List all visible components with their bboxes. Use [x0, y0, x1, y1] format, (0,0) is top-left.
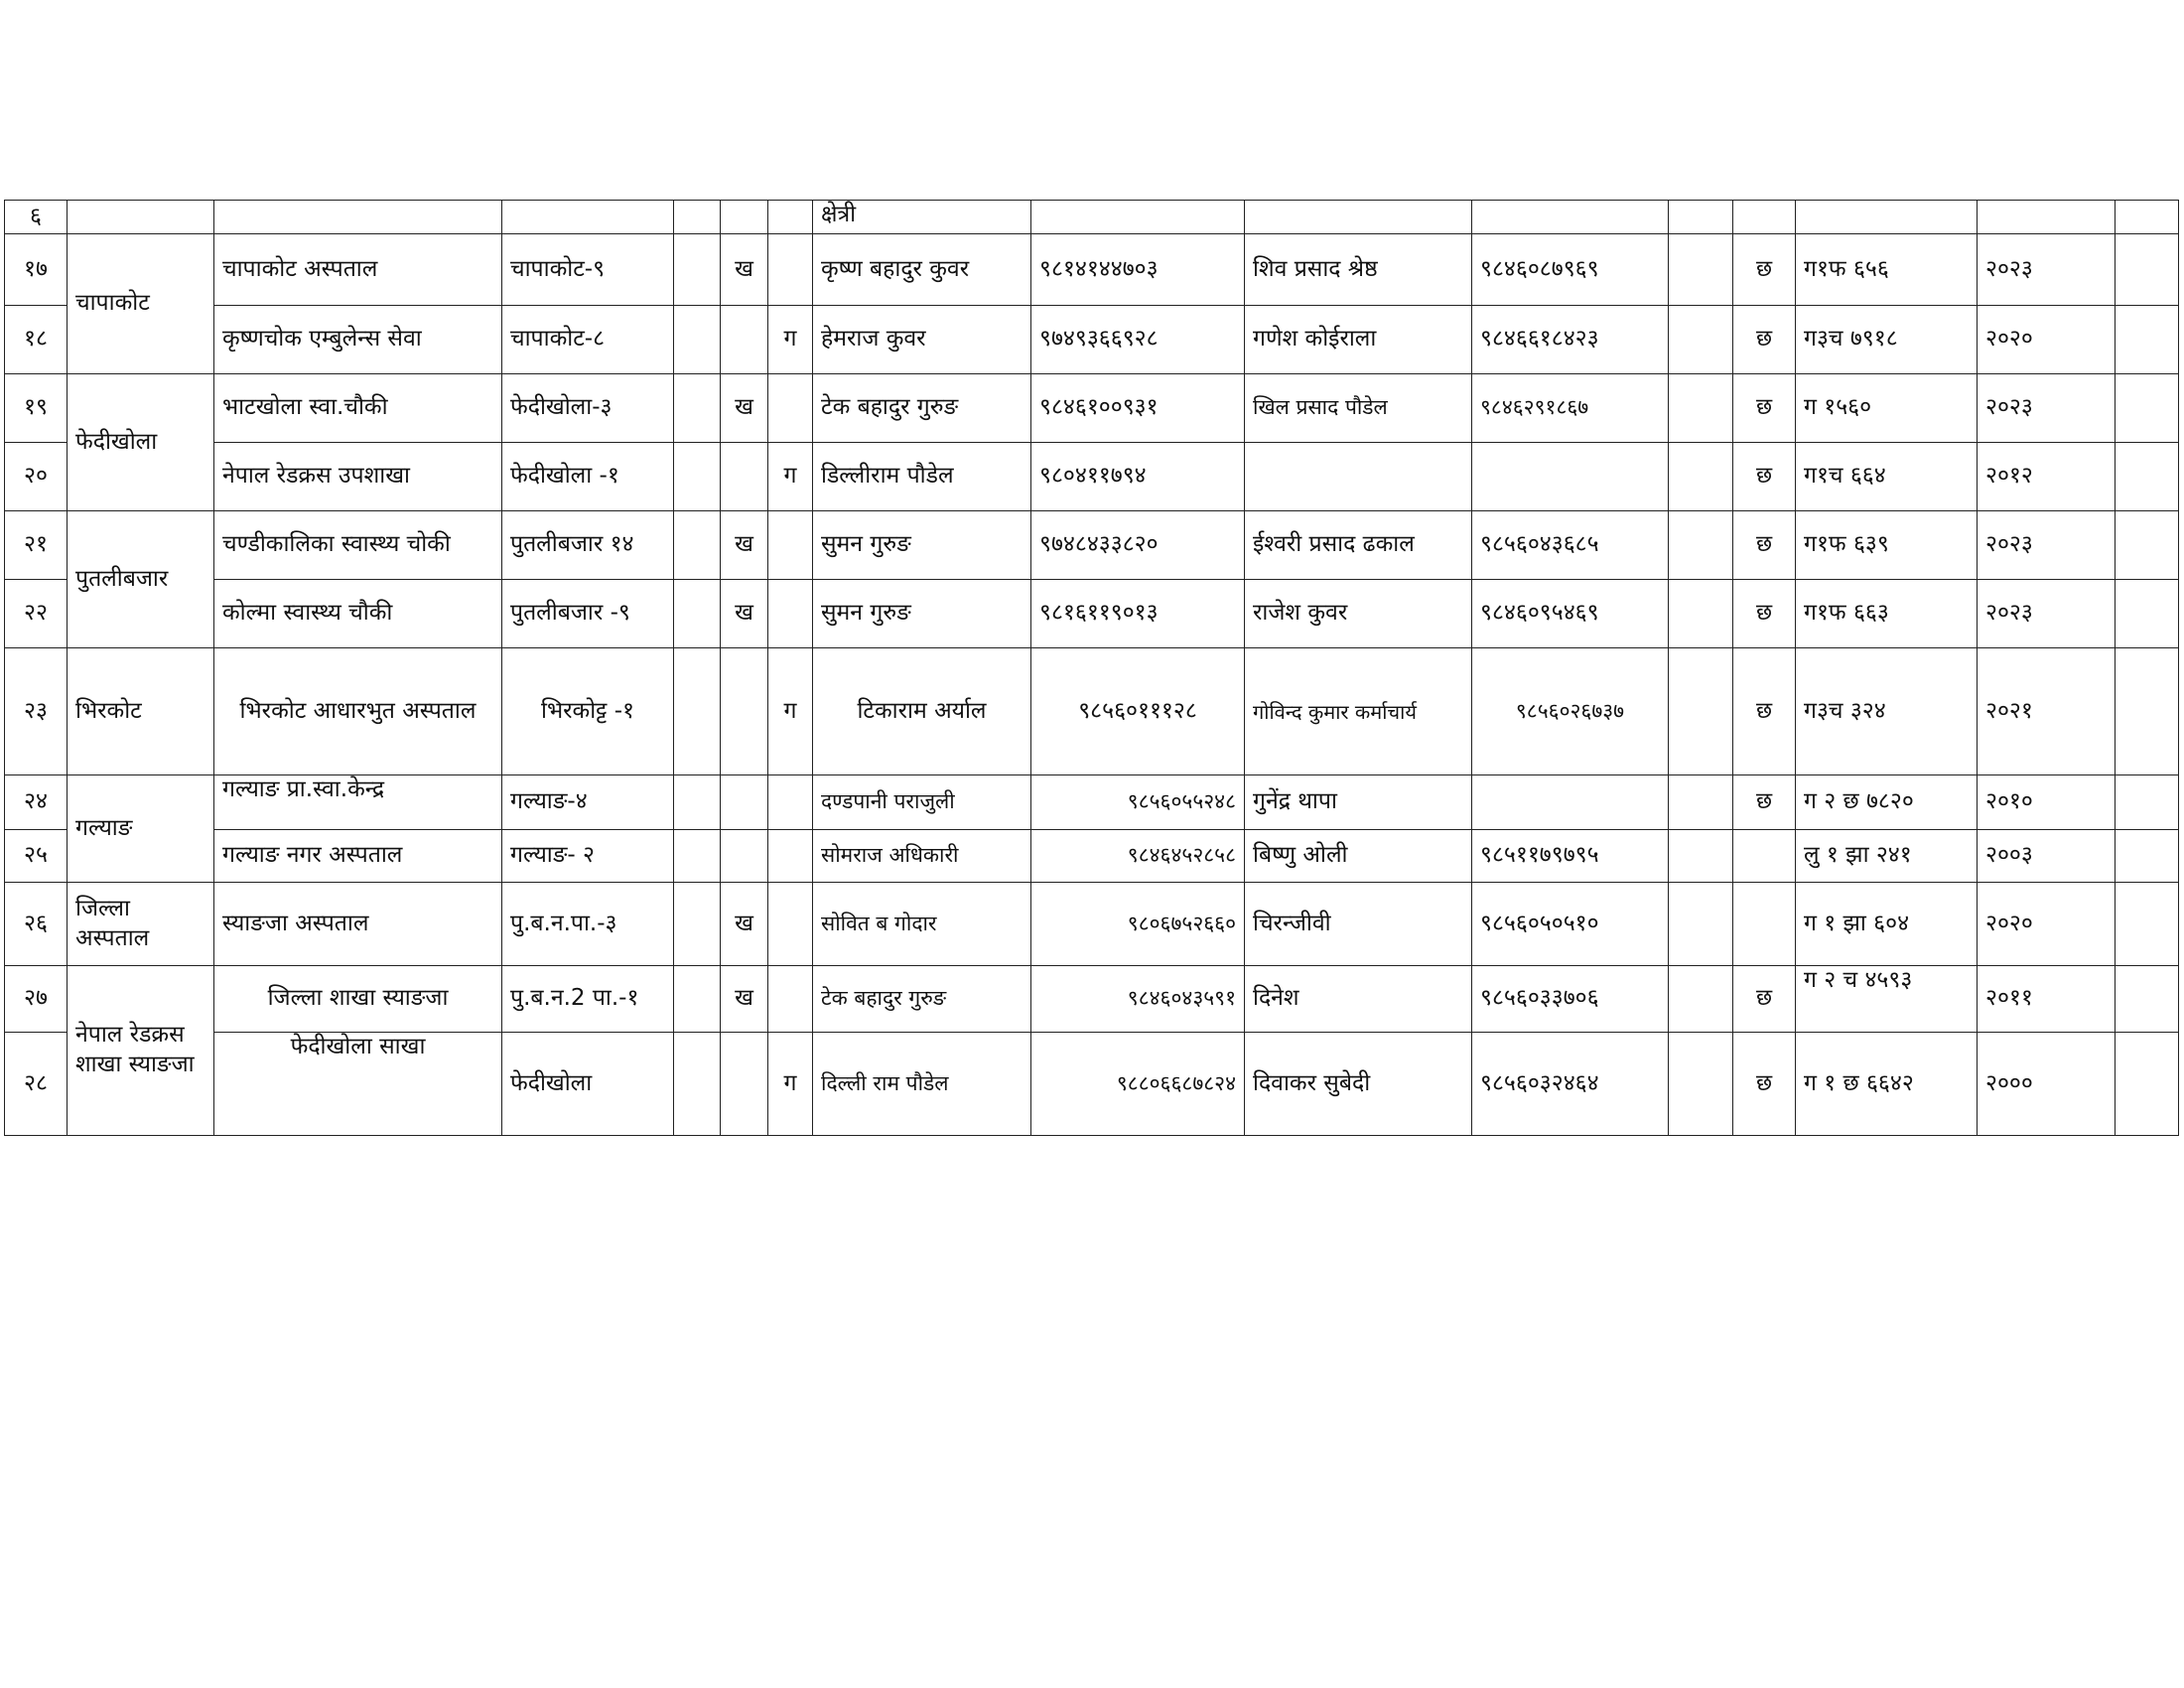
availability-cell [1733, 201, 1796, 234]
availability-cell: छ [1733, 443, 1796, 511]
alt-contact-name-cell: गणेश कोईराला [1245, 306, 1472, 374]
year-cell: २०१० [1978, 775, 2116, 830]
year-cell: २०१२ [1978, 443, 2116, 511]
blank-cell [1669, 374, 1733, 443]
organization-cell: कोल्मा स्वास्थ्य चौकी [214, 580, 502, 648]
vehicle-number-cell: ग २ छ ७८२० [1796, 775, 1978, 830]
category-g-cell: ग [768, 1033, 813, 1136]
alt-contact-phone-cell: ९८४६०८७९६९ [1472, 234, 1669, 306]
organization-cell: फेदीखोला साखा [214, 1033, 502, 1136]
alt-contact-phone-cell: ९८५६०४३६८५ [1472, 511, 1669, 580]
alt-contact-phone-cell: ९८४६६१८४२३ [1472, 306, 1669, 374]
address-cell: फेदीखोला -१ [502, 443, 674, 511]
organization-cell: भाटखोला स्वा.चौकी [214, 374, 502, 443]
serial-number: १८ [5, 306, 68, 374]
year-cell: २०२१ [1978, 648, 2116, 775]
contact-phone-cell [1031, 201, 1245, 234]
alt-contact-phone-cell: ९८५११७९७९५ [1472, 830, 1669, 883]
contact-phone-cell: ९८४६१००९३१ [1031, 374, 1245, 443]
category-k-cell [674, 580, 721, 648]
contact-name-cell: टेक बहादुर गुरुङ [813, 966, 1031, 1033]
organization-cell: गल्याङ नगर अस्पताल [214, 830, 502, 883]
alt-contact-name-cell: गुनेंद्र थापा [1245, 775, 1472, 830]
blank-cell [1669, 830, 1733, 883]
contact-phone-cell: ९८४६४५२८५८ [1031, 830, 1245, 883]
table-row [5, 511, 2179, 580]
alt-contact-name-cell: शिव प्रसाद श्रेष्ठ [1245, 234, 1472, 306]
blank-cell [2116, 306, 2179, 374]
area-cell: जिल्ला अस्पताल [68, 883, 214, 966]
alt-contact-phone-cell: ९८४६२९१८६७ [1472, 374, 1669, 443]
contact-phone-cell: ९८१६११९०१३ [1031, 580, 1245, 648]
blank-cell [2116, 966, 2179, 1033]
alt-contact-phone-cell: ९८५६०३३७०६ [1472, 966, 1669, 1033]
alt-contact-name-cell: गोविन्द कुमार कर्माचार्य [1245, 648, 1472, 775]
table-row [5, 1033, 2179, 1136]
serial-number: २८ [5, 1033, 68, 1136]
category-g-cell: ग [768, 306, 813, 374]
blank-cell [2116, 374, 2179, 443]
availability-cell: छ [1733, 966, 1796, 1033]
blank-cell [1669, 775, 1733, 830]
contact-name-cell: हेमराज कुवर [813, 306, 1031, 374]
category-kh-cell: ख [721, 966, 768, 1033]
contact-phone-cell: ९८५६०५५२४८ [1031, 775, 1245, 830]
category-k-cell [674, 1033, 721, 1136]
address-cell: पुतलीबजार १४ [502, 511, 674, 580]
blank-cell [2116, 648, 2179, 775]
serial-number: १९ [5, 374, 68, 443]
address-cell: भिरकोट्ट -१ [502, 648, 674, 775]
alt-contact-name-cell: ईश्वरी प्रसाद ढकाल [1245, 511, 1472, 580]
area-cell: पुतलीबजार [68, 511, 214, 648]
category-g-cell: ग [768, 648, 813, 775]
alt-contact-name-cell: दिवाकर सुबेदी [1245, 1033, 1472, 1136]
vehicle-number-cell: ग१फ ६३९ [1796, 511, 1978, 580]
alt-contact-phone-cell: ९८५६०५०५१० [1472, 883, 1669, 966]
category-kh-cell [721, 648, 768, 775]
availability-cell: छ [1733, 511, 1796, 580]
vehicle-number-cell: ग१च ६६४ [1796, 443, 1978, 511]
blank-cell [1669, 966, 1733, 1033]
category-g-cell [768, 580, 813, 648]
year-cell: २०२३ [1978, 234, 2116, 306]
contact-name-cell: सोमराज अधिकारी [813, 830, 1031, 883]
contact-phone-cell: ९८५६०१११२८ [1031, 648, 1245, 775]
organization-cell: स्याङजा अस्पताल [214, 883, 502, 966]
organization-cell: गल्याङ प्रा.स्वा.केन्द्र [214, 775, 502, 830]
contact-name-cell: दिल्ली राम पौडेल [813, 1033, 1031, 1136]
blank-cell [1669, 234, 1733, 306]
vehicle-number-cell: ग१फ ६५६ [1796, 234, 1978, 306]
alt-contact-name-cell: दिनेश [1245, 966, 1472, 1033]
address-cell [502, 201, 674, 234]
category-kh-cell: ख [721, 580, 768, 648]
category-k-cell [674, 830, 721, 883]
contact-phone-cell: ९७४९३६६९२८ [1031, 306, 1245, 374]
serial-number: १७ [5, 234, 68, 306]
alt-contact-name-cell: खिल प्रसाद पौडेल [1245, 374, 1472, 443]
alt-contact-phone-cell: ९८४६०९५४६९ [1472, 580, 1669, 648]
blank-cell [2116, 234, 2179, 306]
table-row [5, 883, 2179, 966]
category-k-cell [674, 234, 721, 306]
category-g-cell [768, 234, 813, 306]
category-k-cell [674, 374, 721, 443]
serial-number: २० [5, 443, 68, 511]
blank-cell [1669, 580, 1733, 648]
category-kh-cell [721, 830, 768, 883]
table-row [5, 830, 2179, 883]
availability-cell: छ [1733, 1033, 1796, 1136]
table-row [5, 443, 2179, 511]
category-kh-cell [721, 306, 768, 374]
vehicle-number-cell: ग २ च ४५९३ [1796, 966, 1978, 1033]
table-row [5, 201, 2179, 234]
contact-phone-cell: ९८८०६६८७८२४ [1031, 1033, 1245, 1136]
contact-phone-cell: ९८१४१४४७०३ [1031, 234, 1245, 306]
year-cell: २०२३ [1978, 511, 2116, 580]
organization-cell: भिरकोट आधारभुत अस्पताल [214, 648, 502, 775]
blank-cell [2116, 1033, 2179, 1136]
vehicle-number-cell: ग३च ३२४ [1796, 648, 1978, 775]
vehicle-number-cell: ग १५६० [1796, 374, 1978, 443]
category-g-cell [768, 883, 813, 966]
contact-name-cell: कृष्ण बहादुर कुवर [813, 234, 1031, 306]
organization-cell [214, 201, 502, 234]
availability-cell: छ [1733, 580, 1796, 648]
category-g-cell [768, 966, 813, 1033]
address-cell: गल्याङ-४ [502, 775, 674, 830]
table-row [5, 306, 2179, 374]
category-k-cell [674, 775, 721, 830]
organization-cell: कृष्णचोक एम्बुलेन्स सेवा [214, 306, 502, 374]
serial-number: २३ [5, 648, 68, 775]
blank-cell [2116, 511, 2179, 580]
address-cell: पु.ब.न.2 पा.-१ [502, 966, 674, 1033]
category-g-cell [768, 374, 813, 443]
blank-cell [1669, 511, 1733, 580]
contact-name-cell: टेक बहादुर गुरुङ [813, 374, 1031, 443]
blank-cell [2116, 201, 2179, 234]
blank-cell [2116, 580, 2179, 648]
alt-contact-phone-cell [1472, 775, 1669, 830]
serial-number: २४ [5, 775, 68, 830]
availability-cell: छ [1733, 648, 1796, 775]
contact-phone-cell: ९८०४११७९४ [1031, 443, 1245, 511]
category-kh-cell: ख [721, 234, 768, 306]
address-cell: पु.ब.न.पा.-३ [502, 883, 674, 966]
contact-name-cell: दण्डपानी पराजुली [813, 775, 1031, 830]
contact-name-cell: सोवित ब गोदार [813, 883, 1031, 966]
category-k-cell [674, 201, 721, 234]
area-cell: नेपाल रेडक्रस शाखा स्याङजा [68, 966, 214, 1136]
area-cell: चापाकोट [68, 234, 214, 374]
alt-contact-name-cell [1245, 443, 1472, 511]
table-row [5, 234, 2179, 306]
availability-cell [1733, 883, 1796, 966]
serial-number: ६ [5, 201, 68, 234]
category-kh-cell: ख [721, 883, 768, 966]
category-g-cell [768, 830, 813, 883]
address-cell: फेदीखोला-३ [502, 374, 674, 443]
category-g-cell [768, 201, 813, 234]
organization-cell: जिल्ला शाखा स्याङजा [214, 966, 502, 1033]
category-k-cell [674, 648, 721, 775]
address-cell: गल्याङ- २ [502, 830, 674, 883]
blank-cell [1669, 201, 1733, 234]
table-row [5, 966, 2179, 1033]
area-cell: फेदीखोला [68, 374, 214, 511]
vehicle-number-cell [1796, 201, 1978, 234]
alt-contact-phone-cell [1472, 201, 1669, 234]
vehicle-number-cell: लु १ झा २४१ [1796, 830, 1978, 883]
contact-name-cell: क्षेत्री [813, 201, 1031, 234]
organization-cell: नेपाल रेडक्रस उपशाखा [214, 443, 502, 511]
blank-cell [1669, 443, 1733, 511]
alt-contact-name-cell: बिष्णु ओली [1245, 830, 1472, 883]
serial-number: २७ [5, 966, 68, 1033]
organization-cell: चापाकोट अस्पताल [214, 234, 502, 306]
category-k-cell [674, 966, 721, 1033]
category-kh-cell [721, 201, 768, 234]
alt-contact-phone-cell: ९८५६०३२४६४ [1472, 1033, 1669, 1136]
contact-name-cell: सुमन गुरुङ [813, 580, 1031, 648]
availability-cell [1733, 830, 1796, 883]
table-row [5, 648, 2179, 775]
category-kh-cell [721, 1033, 768, 1136]
alt-contact-name-cell: राजेश कुवर [1245, 580, 1472, 648]
alt-contact-phone-cell [1472, 443, 1669, 511]
category-k-cell [674, 883, 721, 966]
category-kh-cell: ख [721, 511, 768, 580]
availability-cell: छ [1733, 234, 1796, 306]
category-k-cell [674, 443, 721, 511]
table-row [5, 775, 2179, 830]
vehicle-number-cell: ग१फ ६६३ [1796, 580, 1978, 648]
area-cell: गल्याङ [68, 775, 214, 883]
blank-cell [1669, 883, 1733, 966]
year-cell: २०२३ [1978, 580, 2116, 648]
address-cell: पुतलीबजार -९ [502, 580, 674, 648]
contact-name-cell: टिकाराम अर्याल [813, 648, 1031, 775]
category-g-cell [768, 511, 813, 580]
serial-number: २२ [5, 580, 68, 648]
blank-cell [1669, 1033, 1733, 1136]
table-row [5, 374, 2179, 443]
availability-cell: छ [1733, 306, 1796, 374]
category-g-cell: ग [768, 443, 813, 511]
category-kh-cell [721, 775, 768, 830]
alt-contact-name-cell: चिरन्जीवी [1245, 883, 1472, 966]
organization-cell: चण्डीकालिका स्वास्थ्य चोकी [214, 511, 502, 580]
contact-name-cell: डिल्लीराम पौडेल [813, 443, 1031, 511]
serial-number: २१ [5, 511, 68, 580]
year-cell: २०११ [1978, 966, 2116, 1033]
category-kh-cell: ख [721, 374, 768, 443]
table-row [5, 580, 2179, 648]
vehicle-number-cell: ग १ झा ६०४ [1796, 883, 1978, 966]
blank-cell [2116, 775, 2179, 830]
serial-number: २५ [5, 830, 68, 883]
address-cell: चापाकोट-९ [502, 234, 674, 306]
availability-cell: छ [1733, 775, 1796, 830]
category-g-cell [768, 775, 813, 830]
blank-cell [1669, 648, 1733, 775]
vehicle-number-cell: ग३च ७९१८ [1796, 306, 1978, 374]
address-cell: चापाकोट-८ [502, 306, 674, 374]
ambulance-register-table [4, 200, 2179, 1136]
blank-cell [2116, 443, 2179, 511]
vehicle-number-cell: ग १ छ ६६४२ [1796, 1033, 1978, 1136]
year-cell: २००३ [1978, 830, 2116, 883]
blank-cell [2116, 883, 2179, 966]
category-k-cell [674, 511, 721, 580]
blank-cell [2116, 830, 2179, 883]
category-k-cell [674, 306, 721, 374]
area-cell: भिरकोट [68, 648, 214, 775]
year-cell: २०२० [1978, 306, 2116, 374]
alt-contact-name-cell [1245, 201, 1472, 234]
contact-phone-cell: ९८०६७५२६६० [1031, 883, 1245, 966]
contact-name-cell: सुमन गुरुङ [813, 511, 1031, 580]
serial-number: २६ [5, 883, 68, 966]
availability-cell: छ [1733, 374, 1796, 443]
year-cell [1978, 201, 2116, 234]
year-cell: २००० [1978, 1033, 2116, 1136]
area-cell [68, 201, 214, 234]
contact-phone-cell: ९८४६०४३५९१ [1031, 966, 1245, 1033]
year-cell: २०२३ [1978, 374, 2116, 443]
category-kh-cell [721, 443, 768, 511]
year-cell: २०२० [1978, 883, 2116, 966]
blank-cell [1669, 306, 1733, 374]
address-cell: फेदीखोला [502, 1033, 674, 1136]
contact-phone-cell: ९७४८४३३८२० [1031, 511, 1245, 580]
alt-contact-phone-cell: ९८५६०२६७३७ [1472, 648, 1669, 775]
